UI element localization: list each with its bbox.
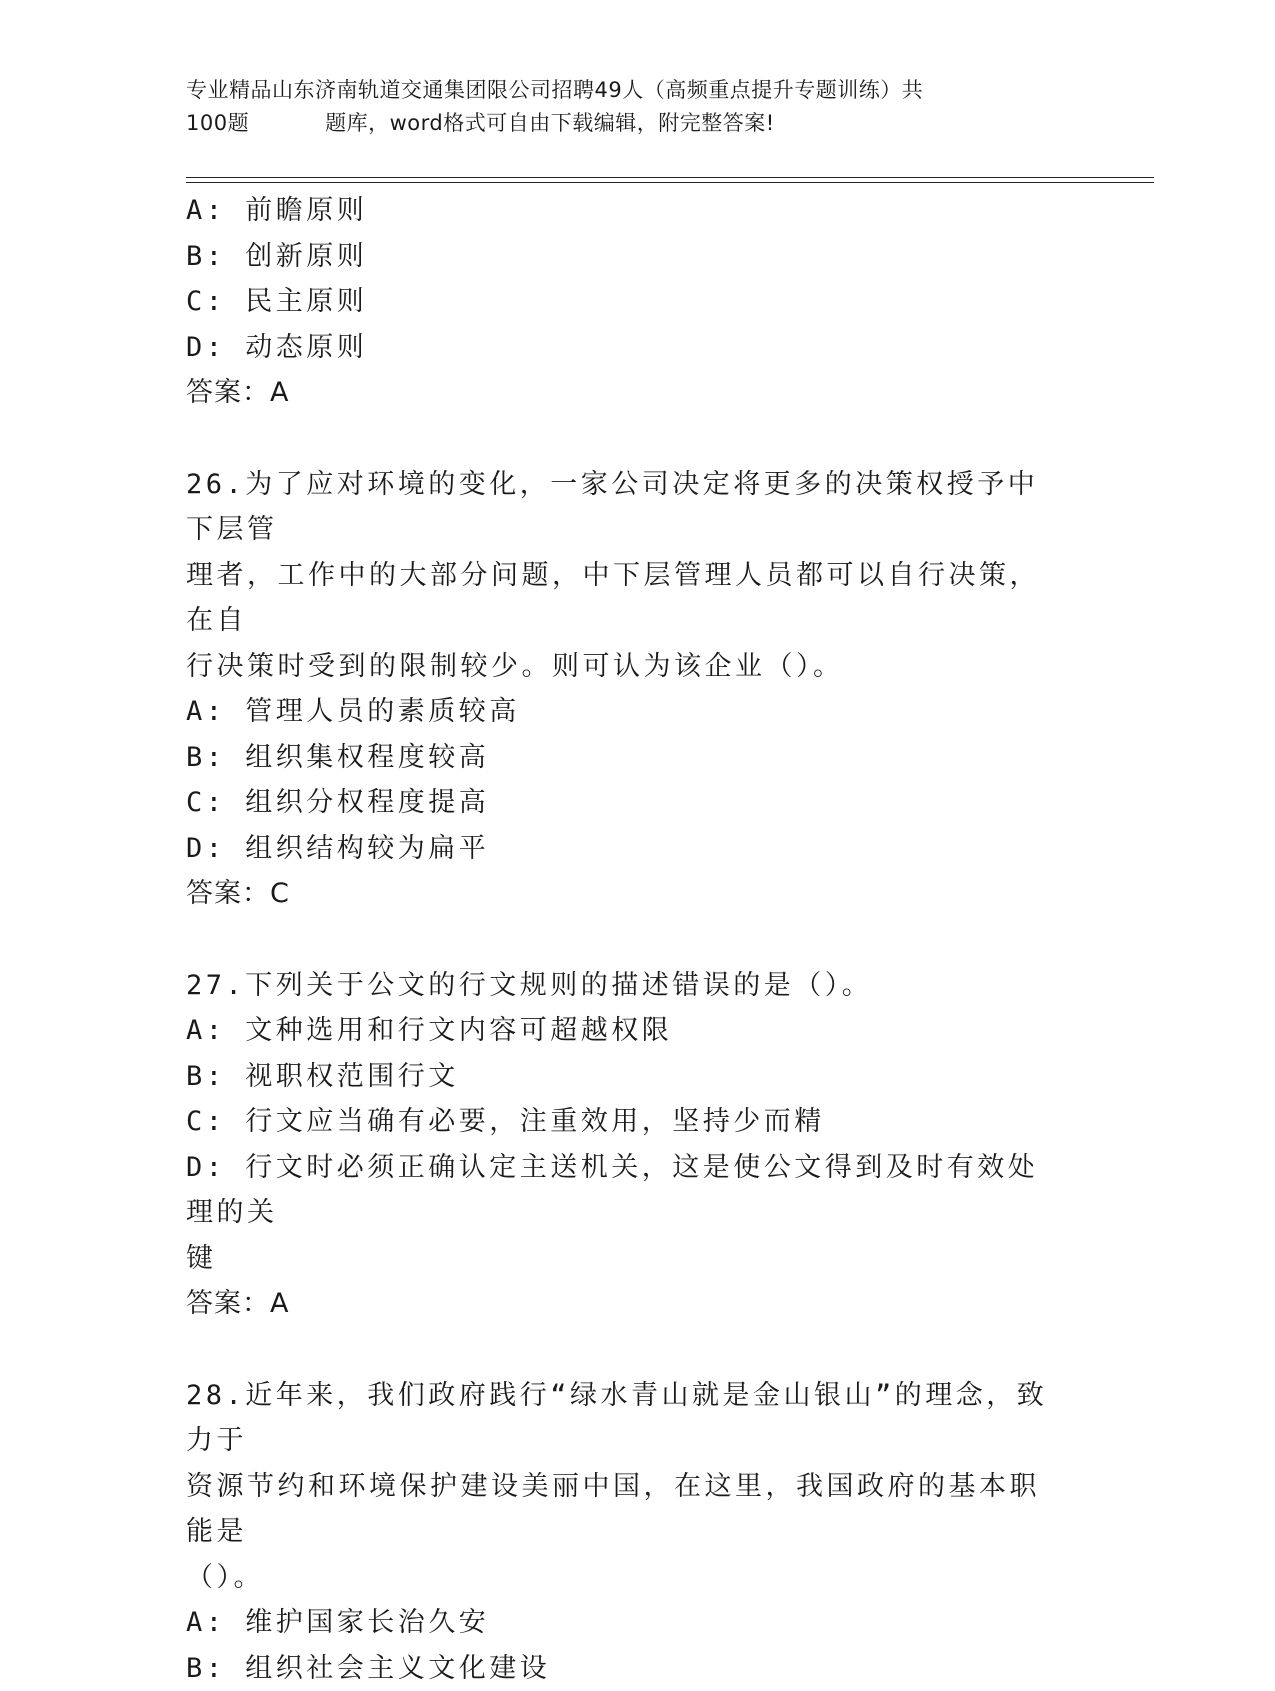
option-d-continuation: 键 xyxy=(186,1236,1066,1282)
document-header xyxy=(186,74,1086,140)
header-title-line-2 xyxy=(186,107,1086,140)
question-text-line: 27.下列关于公文的行文规则的描述错误的是（）。 xyxy=(186,963,1066,1009)
option-c: C: 组织分权程度提高 xyxy=(186,780,1066,826)
answer-line: 答案：A xyxy=(186,1281,1066,1327)
option-a: A: 前瞻原则 xyxy=(186,188,1066,234)
answer-line: 答案：C xyxy=(186,871,1066,917)
question-text-line: 26.为了应对环境的变化，一家公司决定将更多的决策权授予中下层管 xyxy=(186,462,1066,553)
question-text-line: 28.近年来，我们政府践行“绿水青山就是金山银山”的理念，致力于 xyxy=(186,1373,1066,1464)
option-d: D: 行文时必须正确认定主送机关，这是使公文得到及时有效处理的关 xyxy=(186,1145,1066,1236)
option-d: D: 动态原则 xyxy=(186,325,1066,371)
question-content xyxy=(186,188,1066,1691)
question-text-line: 资源节约和环境保护建设美丽中国，在这里，我国政府的基本职能是 xyxy=(186,1464,1066,1555)
option-c: C: 行文应当确有必要，注重效用，坚持少而精 xyxy=(186,1099,1066,1145)
header-divider-top xyxy=(186,177,1154,178)
header-count: 100题 xyxy=(186,111,249,135)
question-28 xyxy=(186,1373,1066,1691)
question-27 xyxy=(186,963,1066,1327)
option-b: B: 创新原则 xyxy=(186,234,1066,280)
option-d: D: 组织结构较为扁平 xyxy=(186,826,1066,872)
previous-question xyxy=(186,188,1066,416)
option-a: A: 维护国家长治久安 xyxy=(186,1600,1066,1646)
header-divider-bottom xyxy=(186,182,1154,183)
question-26 xyxy=(186,462,1066,917)
answer-line: 答案：A xyxy=(186,370,1066,416)
question-text-line: 理者，工作中的大部分问题，中下层管理人员都可以自行决策，在自 xyxy=(186,553,1066,644)
header-title-line-1: 专业精品山东济南轨道交通集团限公司招聘49人（高频重点提升专题训练）共 xyxy=(186,78,923,102)
option-c: C: 民主原则 xyxy=(186,279,1066,325)
option-a: A: 管理人员的素质较高 xyxy=(186,689,1066,735)
question-text-line: 行决策时受到的限制较少。则可认为该企业（）。 xyxy=(186,644,1066,690)
option-b: B: 组织社会主义文化建设 xyxy=(186,1646,1066,1691)
header-description: 题库，word格式可自由下载编辑，附完整答案! xyxy=(325,111,775,135)
question-text-line: （）。 xyxy=(186,1555,1066,1601)
option-b: B: 视职权范围行文 xyxy=(186,1054,1066,1100)
option-b: B: 组织集权程度较高 xyxy=(186,735,1066,781)
option-a: A: 文种选用和行文内容可超越权限 xyxy=(186,1008,1066,1054)
